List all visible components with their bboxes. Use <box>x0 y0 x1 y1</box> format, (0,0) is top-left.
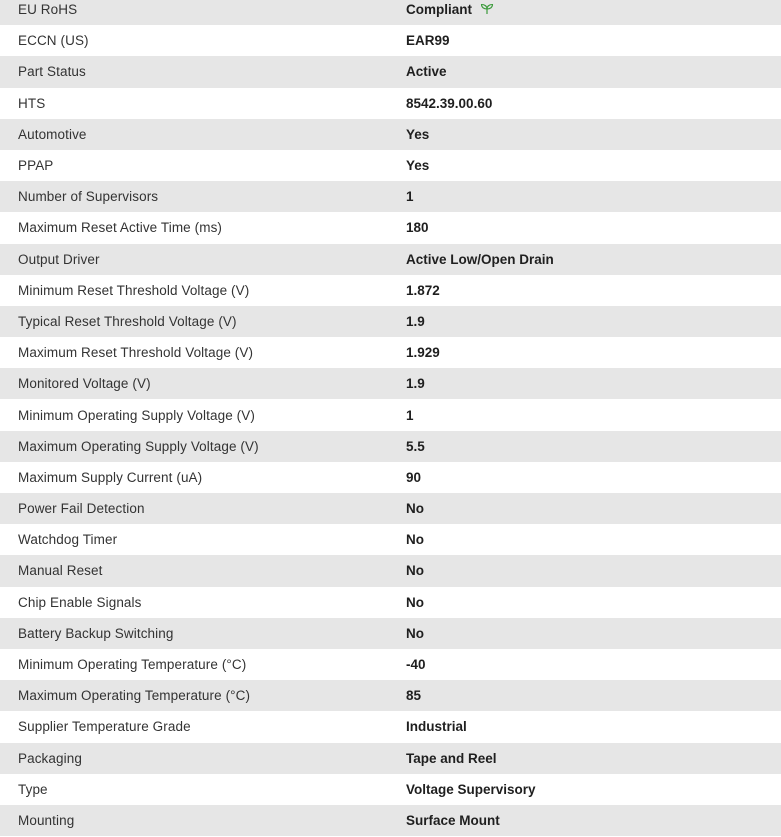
spec-value: 85 <box>406 688 422 704</box>
spec-value: 1 <box>406 407 414 423</box>
spec-value: Yes <box>406 158 430 174</box>
spec-value: Active Low/Open Drain <box>406 251 554 267</box>
spec-label: Supplier Temperature Grade <box>18 719 191 735</box>
spec-row-supplier-temperature-grade <box>0 711 781 742</box>
spec-label: Maximum Reset Active Time (ms) <box>18 220 223 236</box>
spec-label: Minimum Operating Temperature (°C) <box>18 657 247 673</box>
spec-value: Tape and Reel <box>406 750 497 766</box>
spec-row-max-supply-current <box>0 462 781 493</box>
spec-label: HTS <box>18 95 46 111</box>
spec-label: Maximum Operating Temperature (°C) <box>18 688 251 704</box>
spec-value: EAR99 <box>406 33 450 49</box>
spec-row-packaging <box>0 743 781 774</box>
spec-row-output-driver <box>0 244 781 275</box>
spec-label: Part Status <box>18 64 86 80</box>
spec-value: Active <box>406 64 447 80</box>
spec-label: Packaging <box>18 750 82 766</box>
spec-row-min-operating-temperature <box>0 649 781 680</box>
spec-label: Maximum Supply Current (uA) <box>18 469 203 485</box>
spec-value: Compliant <box>406 2 472 18</box>
spec-row-hts <box>0 88 781 119</box>
spec-label: EU RoHS <box>18 2 78 18</box>
spec-row-min-operating-supply-voltage <box>0 399 781 430</box>
spec-row-mounting <box>0 805 781 836</box>
spec-value: No <box>406 625 424 641</box>
spec-value: 1.9 <box>406 313 425 329</box>
spec-label: Power Fail Detection <box>18 501 145 517</box>
spec-value: Voltage Supervisory <box>406 781 536 797</box>
spec-label: Maximum Operating Supply Voltage (V) <box>18 438 259 454</box>
spec-label: Mounting <box>18 812 75 828</box>
spec-row-type <box>0 774 781 805</box>
spec-value: Industrial <box>406 719 467 735</box>
spec-value: No <box>406 501 424 517</box>
spec-value: 1.929 <box>406 345 440 361</box>
spec-value: 1.9 <box>406 376 425 392</box>
spec-row-typ-reset-threshold-voltage <box>0 306 781 337</box>
spec-row-power-fail-detection <box>0 493 781 524</box>
spec-row-manual-reset <box>0 555 781 586</box>
spec-label: Minimum Operating Supply Voltage (V) <box>18 407 255 423</box>
spec-row-number-of-supervisors <box>0 181 781 212</box>
spec-row-max-reset-active-time <box>0 212 781 243</box>
spec-value: No <box>406 532 424 548</box>
spec-value: 5.5 <box>406 438 425 454</box>
spec-label: PPAP <box>18 158 54 174</box>
spec-label: Typical Reset Threshold Voltage (V) <box>18 313 237 329</box>
spec-row-ppap <box>0 150 781 181</box>
spec-row-max-operating-temperature <box>0 680 781 711</box>
leaf-icon <box>480 3 494 15</box>
spec-row-eccn <box>0 25 781 56</box>
spec-label: Chip Enable Signals <box>18 594 142 610</box>
spec-value: No <box>406 594 424 610</box>
spec-label: Maximum Reset Threshold Voltage (V) <box>18 345 254 361</box>
spec-value: 8542.39.00.60 <box>406 95 493 111</box>
spec-value: 90 <box>406 469 422 485</box>
spec-value: 180 <box>406 220 429 236</box>
spec-value: -40 <box>406 657 426 673</box>
spec-label: Battery Backup Switching <box>18 625 174 641</box>
spec-row-battery-backup-switching <box>0 618 781 649</box>
spec-row-min-reset-threshold-voltage <box>0 275 781 306</box>
spec-value-container <box>406 2 781 17</box>
spec-row-max-operating-supply-voltage <box>0 431 781 462</box>
spec-value: Surface Mount <box>406 812 500 828</box>
spec-row-eu-rohs <box>0 0 781 25</box>
spec-row-watchdog-timer <box>0 524 781 555</box>
spec-label: Automotive <box>18 126 87 142</box>
spec-value: 1 <box>406 189 414 205</box>
spec-row-monitored-voltage <box>0 368 781 399</box>
spec-label: Watchdog Timer <box>18 532 118 548</box>
spec-row-max-reset-threshold-voltage <box>0 337 781 368</box>
spec-label: Output Driver <box>18 251 100 267</box>
spec-value: Yes <box>406 126 430 142</box>
spec-label: ECCN (US) <box>18 33 89 49</box>
spec-label: Type <box>18 781 48 797</box>
spec-label: Monitored Voltage (V) <box>18 376 151 392</box>
spec-row-automotive <box>0 119 781 150</box>
spec-label: Number of Supervisors <box>18 189 159 205</box>
spec-value: 1.872 <box>406 282 440 298</box>
spec-label: Manual Reset <box>18 563 103 579</box>
spec-row-chip-enable-signals <box>0 587 781 618</box>
spec-row-part-status <box>0 56 781 87</box>
spec-label: Minimum Reset Threshold Voltage (V) <box>18 282 250 298</box>
spec-value: No <box>406 563 424 579</box>
